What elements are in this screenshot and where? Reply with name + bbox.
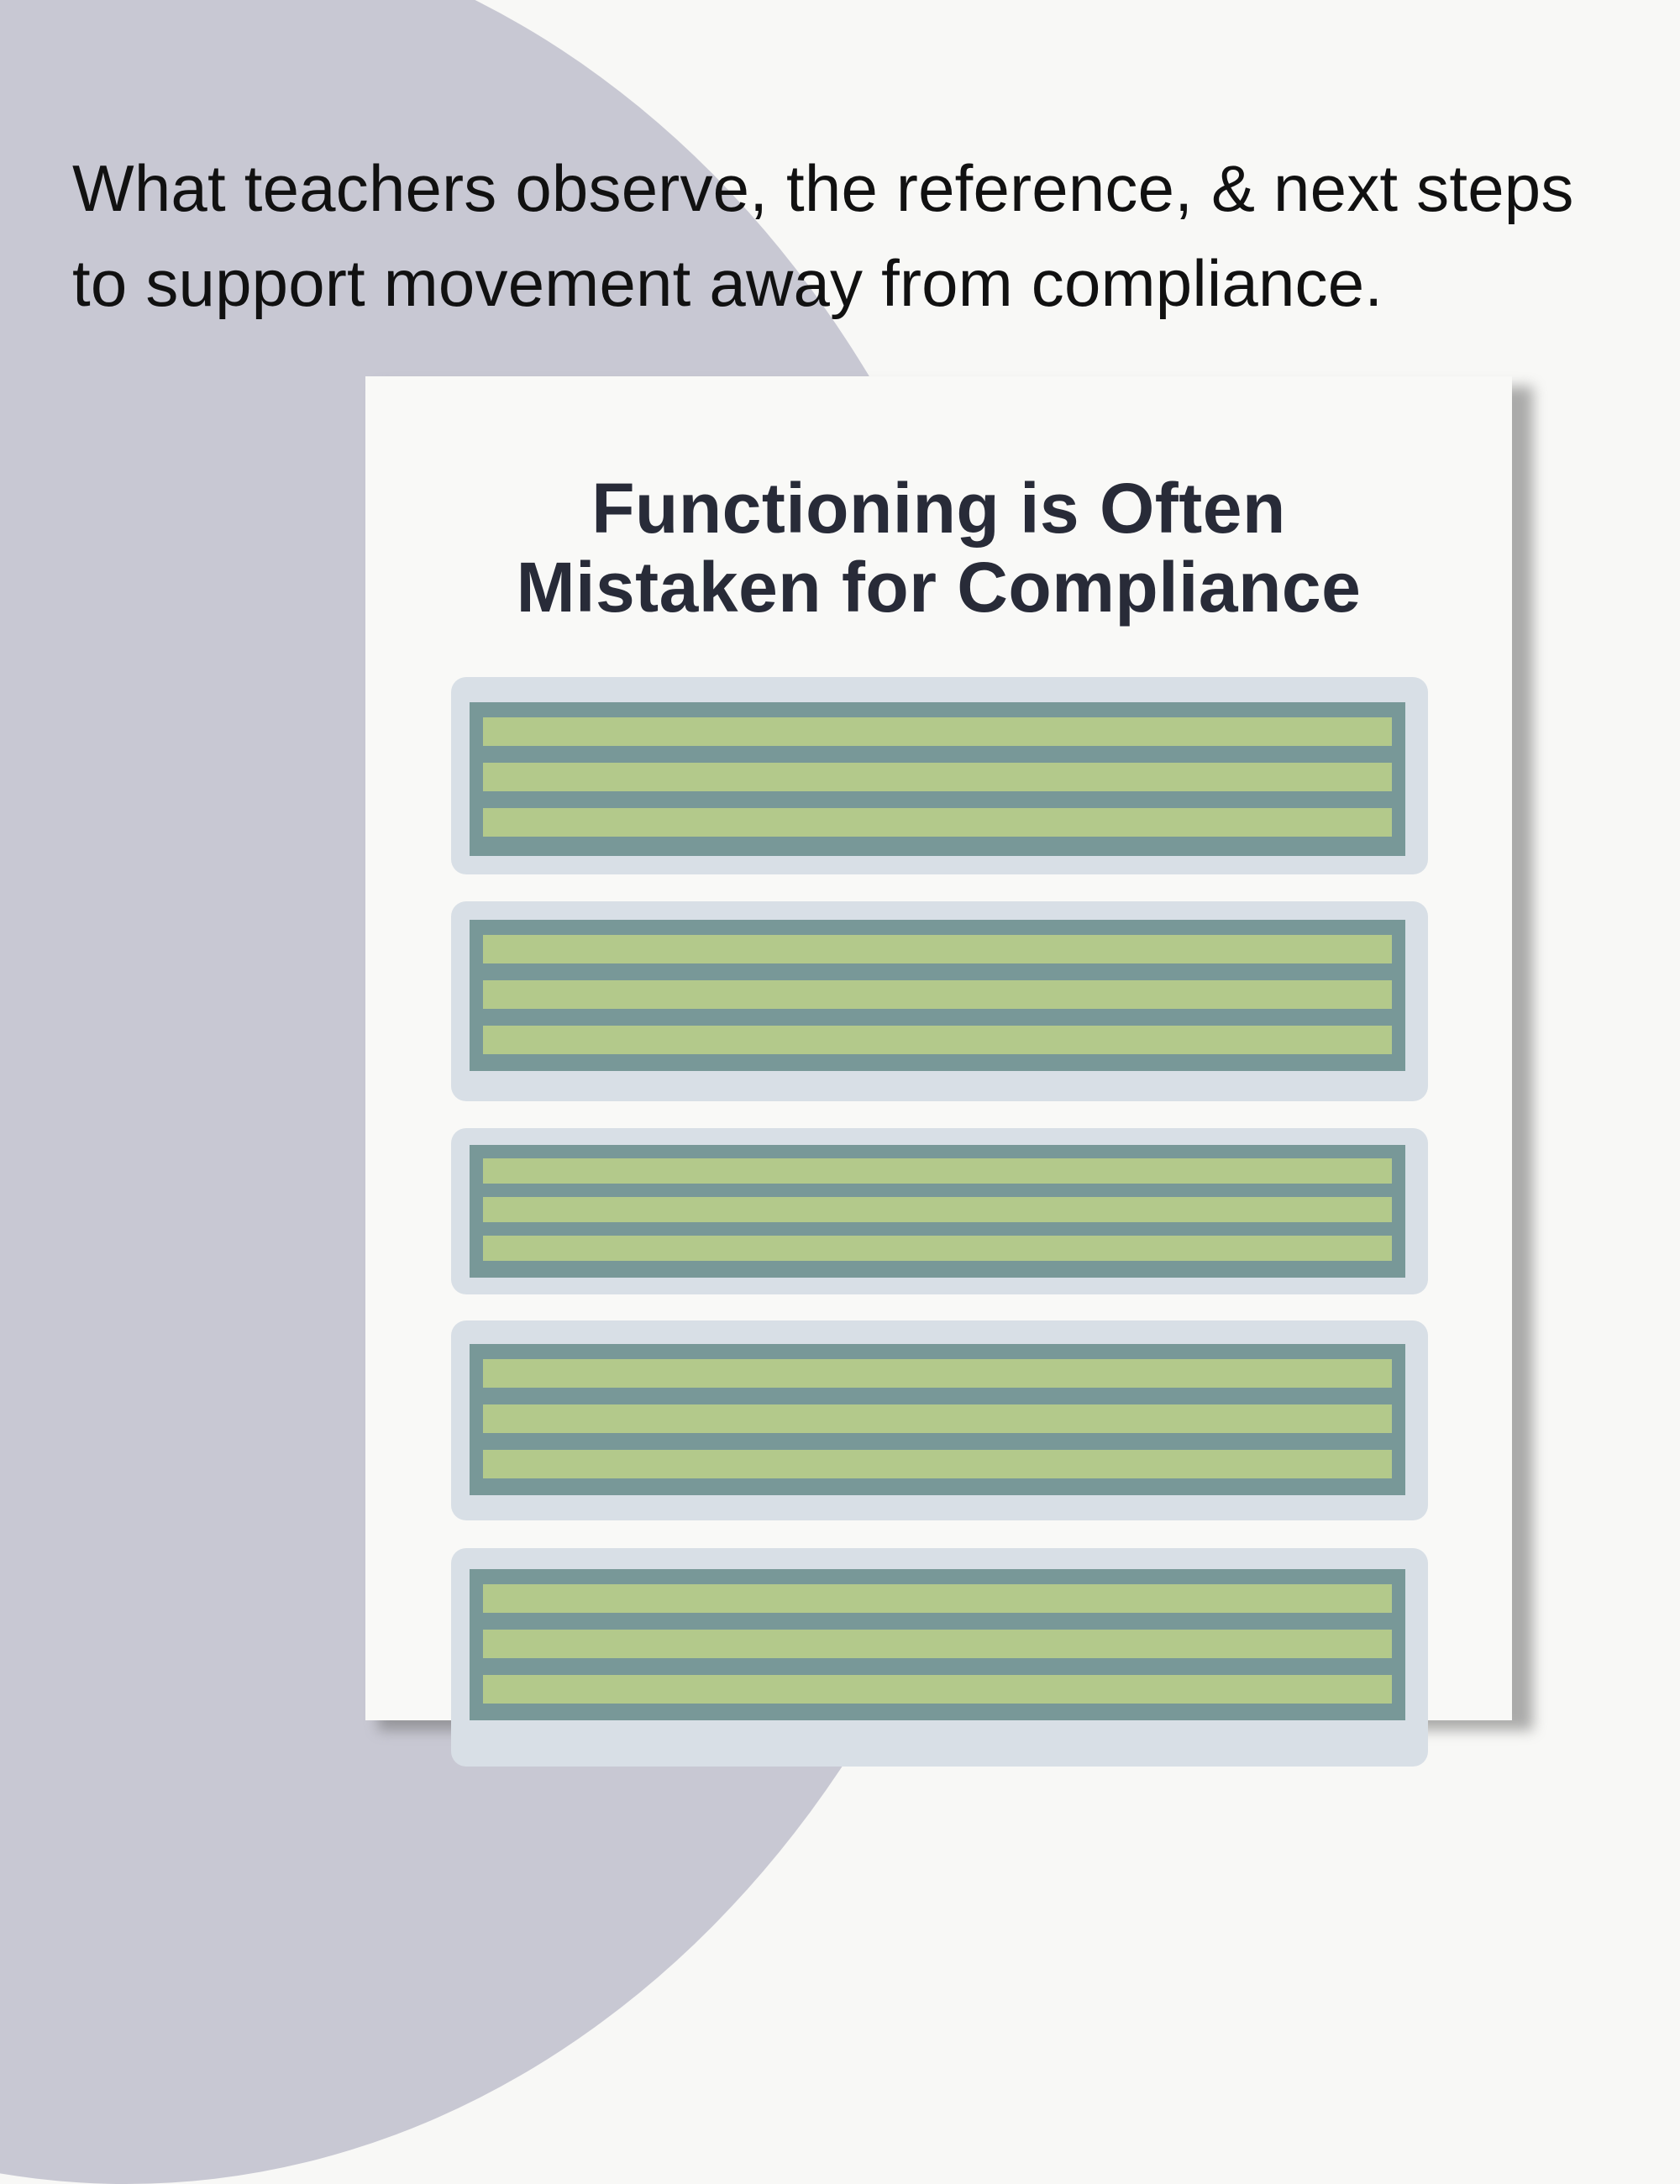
content-card-5-frame: [470, 1569, 1405, 1720]
content-card-5: [451, 1548, 1428, 1767]
content-card-4-stripe-3: [483, 1450, 1392, 1478]
content-card-1-stripe-1: [483, 717, 1392, 746]
content-card-2-stripe-1: [483, 935, 1392, 963]
content-card-5-stripe-2: [483, 1630, 1392, 1658]
content-card-1-frame: [470, 702, 1405, 856]
content-card-4-stripe-1: [483, 1359, 1392, 1388]
content-card-3-stripe-1: [483, 1158, 1392, 1184]
content-card-2-stripe-2: [483, 980, 1392, 1009]
content-card-2: [451, 901, 1428, 1101]
document-title-line-1: Functioning is Often: [591, 469, 1286, 548]
content-card-4: [451, 1320, 1428, 1520]
content-card-1-stripe-2: [483, 763, 1392, 791]
intro-line-1: What teachers observe, the reference, & next steps: [72, 151, 1574, 225]
document-title: [365, 469, 1512, 627]
content-card-4-frame: [470, 1344, 1405, 1495]
content-card-5-stripe-1: [483, 1584, 1392, 1613]
intro-line-2: to support movement away from compliance.: [72, 246, 1383, 321]
content-card-2-stripe-3: [483, 1026, 1392, 1054]
content-card-1: [451, 677, 1428, 874]
content-card-5-stripe-3: [483, 1675, 1392, 1704]
content-card-4-stripe-2: [483, 1404, 1392, 1433]
content-card-3-stripe-3: [483, 1236, 1392, 1261]
content-card-3-frame: [470, 1145, 1405, 1278]
document-page: [365, 376, 1512, 1720]
content-card-3-stripe-2: [483, 1197, 1392, 1222]
intro-text: [72, 141, 1609, 331]
document-title-line-2: Mistaken for Compliance: [516, 548, 1362, 627]
content-card-1-stripe-3: [483, 808, 1392, 837]
content-card-3: [451, 1128, 1428, 1294]
content-card-2-frame: [470, 920, 1405, 1071]
